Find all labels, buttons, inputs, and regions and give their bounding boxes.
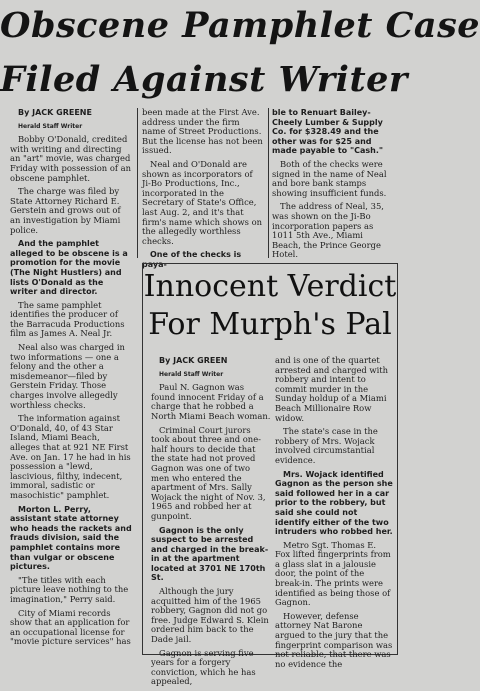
story1-column-2 xyxy=(142,108,264,274)
paragraph-bold: And the pamphlet alleged to be obscene is a promotion for the movie (The Night Hustlers) and lists O'Donald as the writer and director. xyxy=(10,239,128,297)
column-rule xyxy=(268,108,269,258)
paragraph: The state's case in the robbery of Mrs. Wojack involved circumstantial evidence. xyxy=(275,426,378,465)
story2-staff-credit: Herald Staff Writer xyxy=(159,370,224,378)
story2-box xyxy=(142,263,398,687)
paragraph: and is one of the quartet arrested and charged with robbery and intent to commit murder in the Sunday holdup of a Miami Beach Millionaire Row widow. xyxy=(275,355,389,423)
paragraph-bold: ble to Renuart Bailey-Cheely Lumber & Supply Co. for $328.49 and the other was for $25 and made payable to "Cash." xyxy=(272,108,384,156)
paragraph: The information against O'Donald, 40, of 43 Star Island, Miami Beach, alleges that at 921 NE First Ave. on Jan. 17 he had in his possession a "lewd, lascivious, filthy, indecent, immoral, sadistic or masochistic" pamphlet. xyxy=(10,413,131,500)
paragraph: Metro Sgt. Thomas E. Fox lifted fingerprints from a glass slat in a jalousie door, the point of the break-in. The prints were identified as being those of Gagnon. xyxy=(275,539,391,608)
paragraph: Bobby O'Donald, credited with writing and directing an "art" movie, was charged Friday with possession of an obscene pamphlet. xyxy=(10,134,132,183)
story2-headline-line-1: Innocent Verdict xyxy=(143,269,397,304)
paragraph: "The titles with each picture leave nothing to the imagination," Perry said. xyxy=(10,574,129,604)
paragraph: However, defense attorney Nat Barone argued to the jury that the fingerprint comparison was not reliable, that there was no evidence the xyxy=(275,610,393,669)
paragraph: The charge was filed by State Attorney Richard E. Gerstein and grows out of an investigation by Miami police. xyxy=(10,186,121,235)
paragraph: Both of the checks were signed in the name of Neal and bore bank stamps showing insufficient funds. xyxy=(272,158,387,198)
paragraph-bold: Gagnon is the only suspect to be arrested and charged in the break-in at the apartment located at 3701 NE 170th St. xyxy=(151,525,269,583)
story1-staff-credit: Herald Staff Writer xyxy=(18,122,83,130)
paragraph-bold: Morton L. Perry, assistant state attorney who heads the rackets and frauds division, said the pamphlet contains more than vulgar or obscene pictures. xyxy=(10,504,132,572)
paragraph: Neal and O'Donald are shown as incorporators of Ji-Bo Productions, Inc., incorporated in the Secretary of State's Office, last Aug. 2, and it's that firm's name which shows on the allegedly worthless checks. xyxy=(142,158,263,246)
story2-column-1 xyxy=(151,356,271,691)
story2-byline: By JACK GREEN xyxy=(159,356,228,365)
story1-column-3 xyxy=(272,108,394,264)
main-headline-line-2: Filed Against Writer xyxy=(0,59,408,100)
column-rule xyxy=(137,108,138,258)
paragraph-bold: Mrs. Wojack identified Gagnon as the person she said followed her in a car prior to the robbery, but said she could not identify either of the two intruders who robbed her. xyxy=(275,469,393,537)
story2-column-2 xyxy=(275,356,393,673)
paragraph-bold: One of the checks is paya- xyxy=(142,250,242,269)
story1-column-1 xyxy=(10,108,132,651)
paragraph: City of Miami records show that an application for an occupational license for "movie picture services" has xyxy=(10,607,131,647)
paragraph: Neal also was charged in two informations — one a felony and the other a misdemeanor—filed by Gerstein Friday. Those charges involve allegedly worthless checks. xyxy=(10,342,125,410)
paragraph: Although the jury acquitted him of the 1965 robbery, Gagnon did not go free. Judge Edward S. Klein ordered him back to the Dade jail. xyxy=(151,586,269,645)
paragraph: Criminal Court jurors took about three and one-half hours to decide that the state had not proved Gagnon was one of two men who entered the apartment of Mrs. Sally Wojack the night of Nov. 3, 1965 and robbed her at gunpoint. xyxy=(151,424,266,521)
paragraph: Paul N. Gagnon was found innocent Friday of a charge that he robbed a North Miami Beach woman. xyxy=(151,382,271,421)
paragraph: Gagnon is serving five years for a forgery conviction, which he has appealed, xyxy=(151,647,256,687)
story2-headline-line-2: For Murph's Pal xyxy=(148,307,392,342)
story1-byline: By JACK GREENE xyxy=(18,108,92,117)
main-headline-line-1: Obscene Pamphlet Case xyxy=(0,5,480,46)
paragraph: The same pamphlet identifies the producer of the Barracuda Productions film as James A. Neal Jr. xyxy=(10,299,125,339)
paragraph: been made at the First Ave. address under the firm name of Street Productions. But the license has not been issued. xyxy=(142,107,263,156)
paragraph: The address of Neal, 35, was shown on the Ji-Bo incorporation papers as 1011 5th Ave., Miami Beach, the Prince George Hotel. xyxy=(272,201,384,260)
